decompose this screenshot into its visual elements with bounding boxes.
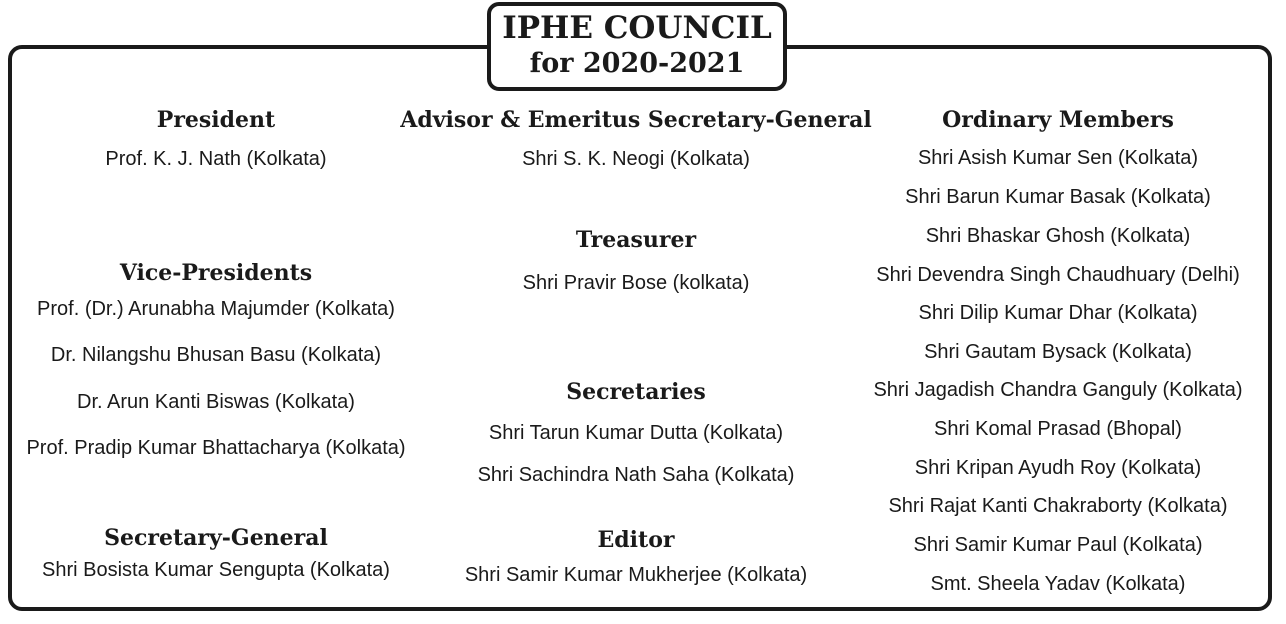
ordinary-member-name: Shri Bhaskar Ghosh (Kolkata)	[925, 225, 1191, 247]
treasurer-heading: Treasurer	[575, 227, 697, 253]
ordinary-member-name: Shri Barun Kumar Basak (Kolkata)	[905, 186, 1211, 208]
secretary-name: Shri Sachindra Nath Saha (Kolkata)	[477, 464, 795, 486]
president-heading: President	[156, 107, 276, 133]
vice-president-name: Dr. Arun Kanti Biswas (Kolkata)	[77, 391, 355, 413]
ordinary-member-name: Shri Samir Kumar Paul (Kolkata)	[913, 534, 1203, 556]
vice-president-name: Prof. Pradip Kumar Bhattacharya (Kolkata)	[26, 437, 406, 459]
council-term: for 2020-2021	[529, 48, 745, 79]
ordinary-member-name: Shri Asish Kumar Sen (Kolkata)	[917, 147, 1199, 169]
vice-presidents-heading: Vice-Presidents	[119, 260, 313, 286]
president-name: Prof. K. J. Nath (Kolkata)	[105, 148, 327, 170]
ordinary-member-name: Shri Rajat Kanti Chakraborty (Kolkata)	[888, 495, 1228, 517]
ordinary-member-name: Smt. Sheela Yadav (Kolkata)	[930, 573, 1186, 595]
secretary-general-name: Shri Bosista Kumar Sengupta (Kolkata)	[42, 559, 390, 581]
editor-heading: Editor	[597, 527, 675, 553]
advisor-name: Shri S. K. Neogi (Kolkata)	[522, 148, 750, 170]
treasurer-name: Shri Pravir Bose (kolkata)	[522, 272, 750, 294]
editor-name: Shri Samir Kumar Mukherjee (Kolkata)	[464, 564, 808, 586]
ordinary-member-name: Shri Jagadish Chandra Ganguly (Kolkata)	[873, 379, 1243, 401]
secretary-name: Shri Tarun Kumar Dutta (Kolkata)	[488, 422, 784, 444]
ordinary-members-heading: Ordinary Members	[942, 107, 1174, 133]
vice-president-name: Dr. Nilangshu Bhusan Basu (Kolkata)	[50, 344, 382, 366]
ordinary-member-name: Shri Gautam Bysack (Kolkata)	[924, 341, 1192, 363]
vice-president-name: Prof. (Dr.) Arunabha Majumder (Kolkata)	[37, 298, 395, 320]
secretary-general-heading: Secretary-General	[104, 525, 328, 551]
ordinary-member-name: Shri Kripan Ayudh Roy (Kolkata)	[914, 457, 1202, 479]
advisor-heading: Advisor & Emeritus Secretary-General	[400, 107, 872, 133]
ordinary-member-name: Shri Devendra Singh Chaudhuary (Delhi)	[876, 264, 1240, 286]
secretaries-heading: Secretaries	[566, 379, 706, 405]
council-title: IPHE COUNCIL	[502, 10, 772, 46]
council-title-box	[487, 2, 787, 91]
ordinary-member-name: Shri Dilip Kumar Dhar (Kolkata)	[918, 302, 1198, 324]
ordinary-member-name: Shri Komal Prasad (Bhopal)	[934, 418, 1182, 440]
